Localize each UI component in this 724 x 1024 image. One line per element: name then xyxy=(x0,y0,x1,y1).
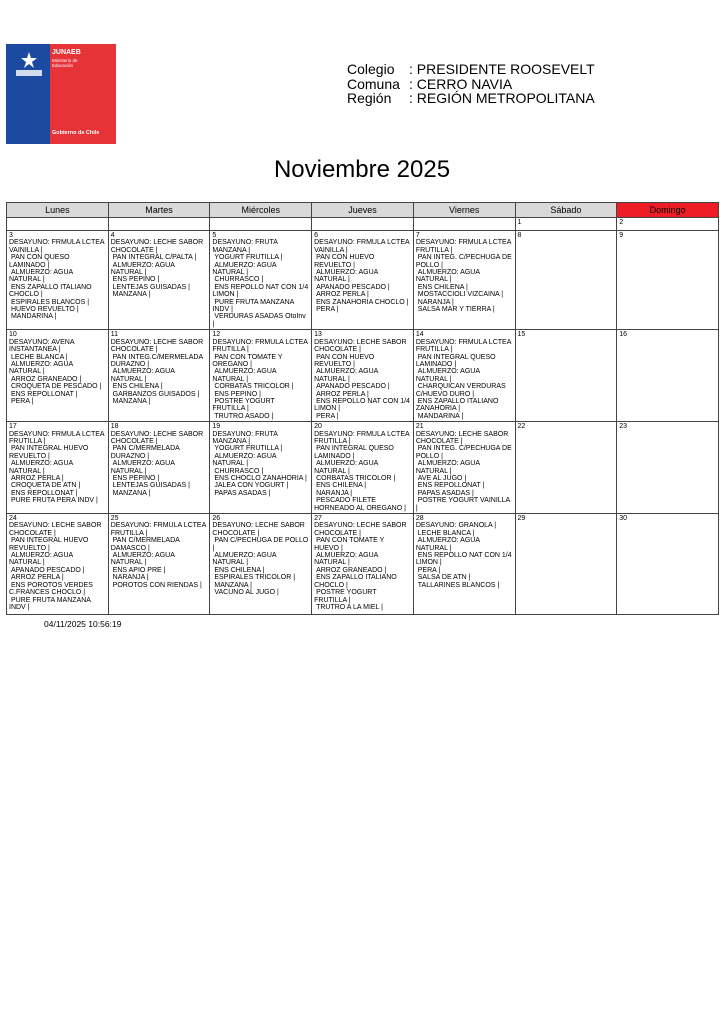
calendar-day-cell xyxy=(515,330,617,422)
school-info xyxy=(347,62,595,106)
calendar-day-cell xyxy=(210,330,312,422)
day-menu-text: DESAYUNO: FRMULA LCTEA VAINILLA | PAN CON QUESO LAMINADO | ALMUERZO: AGUA NATURAL | ENS ZAPALLO ITALIANO CHOCLO | ESPIRALES BLANCOS | HUEVO REVUELTO | MANDARINA | xyxy=(9,239,105,321)
calendar-day-cell xyxy=(617,330,719,422)
calendar-day-cell xyxy=(312,218,414,231)
day-menu-text: DESAYUNO: LECHE SABOR CHOCOLATE | PAN INTEG.C/MERMELADA DURAZNO | ALMUERZO: AGUA NATURAL | ENS CHILENA | GARBANZOS GUISADOS | MANZANA | xyxy=(110,338,204,405)
calendar-day-cell xyxy=(312,422,414,514)
calendar-day-cell xyxy=(515,218,617,231)
day-number: 10 xyxy=(9,331,17,339)
logo-footer: Gobierno de Chile xyxy=(52,130,100,136)
day-menu-text: DESAYUNO: FRMULA LCTEA FRUTILLA | PAN INTEGRAL HUEVO REVUELTO | ALMUERZO: AGUA NATURAL | ARROZ PERLA | CROQUETA DE ATN | ENS REPOLLONAT | PURE FRUTA PERA INDV | xyxy=(9,430,105,505)
day-number: 11 xyxy=(110,331,118,339)
calendar-day-cell xyxy=(617,422,719,514)
day-header-viernes: Viernes xyxy=(413,203,515,218)
region-label: Región xyxy=(347,90,392,106)
calendar-day-cell xyxy=(108,231,210,330)
calendar-day-cell xyxy=(312,330,414,422)
calendar-day-cell xyxy=(108,218,210,231)
day-number: 8 xyxy=(517,232,522,239)
day-number: 25 xyxy=(110,515,119,523)
month-title: Noviembre 2025 xyxy=(273,156,451,183)
calendar-day-cell xyxy=(312,231,414,330)
day-number: 19 xyxy=(212,423,221,431)
day-header-miercoles: Miércoles xyxy=(210,203,312,218)
day-number: 29 xyxy=(517,515,526,523)
chile-emblem-icon xyxy=(10,50,48,82)
calendar-day-cell xyxy=(108,330,210,422)
day-header-jueves: Jueves xyxy=(312,203,414,218)
day-menu-text: DESAYUNO: LECHE SABOR CHOCOLATE | PAN INTEGRAL HUEVO REVUELTO | ALMUERZO: AGUA NATURAL | APANADO PESCADO | ARROZ PERLA | ENS POROTOS VERDES C.FRANCES CHOCLO | PURE FRUTA MANZANA INDV | xyxy=(9,522,102,611)
calendar-day-cell xyxy=(210,218,312,231)
day-number: 9 xyxy=(619,232,624,239)
logo-title: JUNAEB xyxy=(52,49,81,56)
day-menu-text: DESAYUNO: LECHE SABOR CHOCOLATE | PAN INTEGRAL C/PALTA | ALMUERZO: AGUA NATURAL | ENS PEPINO | LENTEJAS GUISADAS | MANZANA | xyxy=(110,239,204,299)
day-number: 21 xyxy=(415,423,424,431)
comuna-label: Comuna xyxy=(347,75,400,92)
day-number: 2 xyxy=(619,219,624,226)
day-number: 24 xyxy=(9,515,17,523)
day-number: 12 xyxy=(212,331,221,339)
day-number: 5 xyxy=(212,232,217,239)
day-menu-text: DESAYUNO: LECHE SABOR CHOCOLATE | PAN C/MERMELADA DURAZNO | ALMUERZO: AGUA NATURAL | ENS PEPINO | LENTEJAS GUISADAS | MANZANA | xyxy=(110,430,204,497)
calendar-week-row xyxy=(7,218,719,231)
day-menu-text: DESAYUNO: FRMULA LCTEA FRUTILLA | PAN INTEG. C/PECHUGA DE POLLO | ALMUERZO: AGUA NATURAL | ENS CHILENA | MOSTACCIOLI VIZCAINA | NARANJA | SALSA MAR Y TIERRA | xyxy=(415,239,512,314)
calendar-day-cell xyxy=(108,422,210,514)
day-menu-text: DESAYUNO: FRMULA LCTEA VAINILLA | PAN CON HUEVO REVUELTO | ALMUERZO: AGUA NATURAL | APANADO PESCADO | ARROZ PERLA | ENS ZANAHORIA CHOCLO | PERA | xyxy=(314,239,410,314)
menu-calendar xyxy=(6,202,719,615)
calendar-day-cell xyxy=(515,514,617,615)
day-number: 17 xyxy=(9,423,17,431)
calendar-day-cell xyxy=(515,231,617,330)
calendar-day-cell xyxy=(312,514,414,615)
day-menu-text: DESAYUNO: FRMULA LCTEA FRUTILLA | PAN CON TOMATE Y OREGANO | ALMUERZO: AGUA NATURAL | CORBATAS TRICOLOR | ENS PEPINO | POSTRE YOGURT FRUTILLA | TRUTRO ASADO | xyxy=(212,338,308,420)
day-number: 22 xyxy=(517,423,526,431)
calendar-day-cell xyxy=(413,218,515,231)
day-menu-text: DESAYUNO: FRMULA LCTEA FRUTILLA | PAN INTEGRAL QUESO LAMINADO | ALMUERZO: AGUA NATURAL | CORBATAS TRICOLOR | ENS CHILENA | NARANJA | PESCADO FILETE HORNEADO AL OREGANO | xyxy=(314,430,410,512)
calendar-day-cell xyxy=(7,514,109,615)
calendar-week-row xyxy=(7,422,719,514)
calendar-day-cell xyxy=(617,218,719,231)
day-header-martes: Martes xyxy=(108,203,210,218)
day-menu-text: DESAYUNO: AVENA INSTANTANEA | LECHE BLANCA | ALMUERZO: AGUA NATURAL | ARROZ GRANEADO | CROQUETA DE PESCADO | ENS REPOLLONAT | PERA | xyxy=(9,338,102,405)
calendar-day-cell xyxy=(210,422,312,514)
day-number: 20 xyxy=(314,423,322,431)
day-menu-text: DESAYUNO: FRUTA MANZANA | YOGURT FRUTILLA | ALMUERZO: AGUA NATURAL | CHURRASCO | ENS REPOLLO NAT CON 1/4 LIMON | PURE FRUTA MANZANA INDV | VERDURAS ASADAS OtoInv | xyxy=(212,239,309,328)
day-menu-text: DESAYUNO: FRMULA LCTEA FRUTILLA | PAN INTEGRAL QUESO LAMINADO | ALMUERZO: AGUA NATURAL | CHARQUICAN VERDURAS C/HUEVO DURO | ENS ZAPALLO ITALIANO ZANAHORIA | MANDARINA | xyxy=(415,338,511,420)
day-header-lunes: Lunes xyxy=(7,203,109,218)
calendar-day-cell xyxy=(515,422,617,514)
calendar-day-cell xyxy=(7,218,109,231)
calendar-day-cell xyxy=(210,231,312,330)
calendar-week-row xyxy=(7,231,719,330)
calendar-day-cell xyxy=(108,514,210,615)
day-menu-text: DESAYUNO: FRMULA LCTEA FRUTILLA | PAN C/MERMELADA DAMASCO | ALMUERZO: AGUA NATURAL | ENS APIO PRE | NARANJA | POROTOS CON RIENDAS | xyxy=(110,522,206,589)
day-menu-text: DESAYUNO: LECHE SABOR CHOCOLATE | PAN INTEG. C/PECHUGA DE POLLO | ALMUERZO: AGUA NATURAL | AVE AL JUGO | ENS REPOLLONAT | PAPAS ASADAS | POSTRE YOGURT VAINILLA | xyxy=(415,430,512,512)
junaeb-logo xyxy=(6,44,116,144)
day-number: 4 xyxy=(110,232,115,239)
day-number: 30 xyxy=(619,515,628,523)
day-number: 6 xyxy=(314,232,319,239)
day-number: 23 xyxy=(619,423,628,431)
day-number: 26 xyxy=(212,515,221,523)
day-number: 7 xyxy=(415,232,420,239)
calendar-week-row xyxy=(7,330,719,422)
day-menu-text: DESAYUNO: LECHE SABOR CHOCOLATE | PAN CON HUEVO REVUELTO | ALMUERZO: AGUA NATURAL | APANADO PESCADO | ARROZ PERLA | ENS REPOLLO NAT CON 1/4 LIMON | PERA | xyxy=(314,338,410,420)
calendar-day-cell xyxy=(7,330,109,422)
day-header-sabado: Sábado xyxy=(515,203,617,218)
day-menu-text: DESAYUNO: GRANOLA | LECHE BLANCA | ALMUERZO: AGUA NATURAL | ENS REPOLLO NAT CON 1/4 LIMON | PERA | SALSA DE ATN | TALLARINES BLANCOS | xyxy=(415,522,512,589)
day-header-domingo: Domingo xyxy=(617,203,719,218)
day-number: 16 xyxy=(619,331,628,339)
day-menu-text: DESAYUNO: LECHE SABOR CHOCOLATE | PAN CON TOMATE Y HUEVO | ALMUERZO: AGUA NATURAL | ARROZ GRANEADO | ENS ZAPALLO ITALIANO CHOCLO | POSTRE YOGURT FRUTILLA | TRUTRO A LA MIEL | xyxy=(314,522,407,611)
calendar-day-cell xyxy=(7,231,109,330)
day-menu-text: DESAYUNO: FRUTA MANZANA | YOGURT FRUTILLA | ALMUERZO: AGUA NATURAL | CHURRASCO | ENS CHOCLO ZANAHORIA | JALEA CON YOGURT | PAPAS ASADAS | xyxy=(212,430,307,497)
day-number: 14 xyxy=(415,331,424,339)
calendar-day-cell xyxy=(617,514,719,615)
day-number: 13 xyxy=(314,331,322,339)
calendar-day-cell xyxy=(210,514,312,615)
calendar-day-cell xyxy=(413,231,515,330)
region-value: : REGIÓN METROPOLITANA xyxy=(409,90,595,106)
day-number: 28 xyxy=(415,515,424,523)
calendar-week-row xyxy=(7,514,719,615)
school-value: : PRESIDENTE ROOSEVELT xyxy=(409,61,595,77)
day-number: 27 xyxy=(314,515,322,523)
day-number: 1 xyxy=(517,219,522,226)
comuna-value: : CERRO NAVIA xyxy=(409,75,513,92)
calendar-day-cell xyxy=(413,514,515,615)
calendar-day-cell xyxy=(617,231,719,330)
day-number: 3 xyxy=(9,232,13,239)
day-menu-text: DESAYUNO: LECHE SABOR CHOCOLATE | PAN C/PECHUGA DE POLLO | ALMUERZO: AGUA NATURAL | ENS CHILENA | ESPIRALES TRICOLOR | MANZANA | VACUNO AL JUGO | xyxy=(212,522,309,597)
day-number: 15 xyxy=(517,331,526,339)
logo-subtitle: Ministerio de Educación xyxy=(52,58,78,68)
calendar-day-cell xyxy=(413,422,515,514)
school-label: Colegio xyxy=(347,61,395,77)
print-timestamp: 04/11/2025 10:56:19 xyxy=(44,619,122,629)
calendar-day-cell xyxy=(413,330,515,422)
calendar-day-cell xyxy=(7,422,109,514)
day-number: 18 xyxy=(110,423,119,431)
